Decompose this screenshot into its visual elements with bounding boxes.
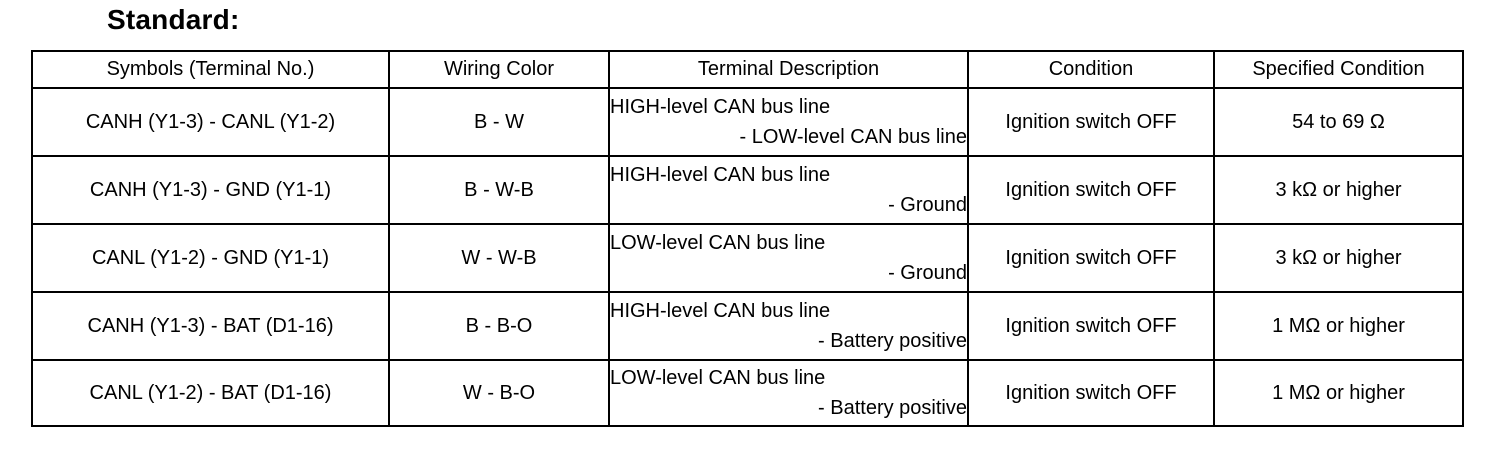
cell-symbols: CANH (Y1-3) - GND (Y1-1) — [32, 156, 389, 224]
table-row — [32, 156, 1463, 224]
description-line-2: - Ground — [888, 262, 967, 284]
cell-condition: Ignition switch OFF — [968, 292, 1214, 360]
header-specified-condition: Specified Condition — [1214, 51, 1463, 88]
header-condition: Condition — [968, 51, 1214, 88]
table-row — [32, 292, 1463, 360]
cell-wiring-color: B - B-O — [389, 292, 609, 360]
cell-symbols: CANH (Y1-3) - BAT (D1-16) — [32, 292, 389, 360]
header-terminal-description: Terminal Description — [609, 51, 968, 88]
table-row — [32, 360, 1463, 426]
cell-terminal-description — [609, 156, 968, 224]
cell-specified-condition: 3 kΩ or higher — [1214, 224, 1463, 292]
description-line-2: - Ground — [888, 194, 967, 216]
description-line-1: LOW-level CAN bus line — [610, 232, 826, 254]
description-line-2: - LOW-level CAN bus line — [739, 126, 967, 148]
cell-condition: Ignition switch OFF — [968, 360, 1214, 426]
table-row — [32, 88, 1463, 156]
cell-specified-condition: 54 to 69 Ω — [1214, 88, 1463, 156]
cell-terminal-description — [609, 292, 968, 360]
description-line-1: HIGH-level CAN bus line — [610, 96, 831, 118]
cell-specified-condition: 3 kΩ or higher — [1214, 156, 1463, 224]
table-row — [32, 224, 1463, 292]
cell-symbols: CANH (Y1-3) - CANL (Y1-2) — [32, 88, 389, 156]
cell-condition: Ignition switch OFF — [968, 224, 1214, 292]
cell-specified-condition: 1 MΩ or higher — [1214, 292, 1463, 360]
cell-wiring-color: B - W-B — [389, 156, 609, 224]
description-line-1: LOW-level CAN bus line — [610, 367, 826, 389]
cell-wiring-color: W - W-B — [389, 224, 609, 292]
specification-table — [31, 50, 1464, 427]
description-line-1: HIGH-level CAN bus line — [610, 300, 831, 322]
cell-terminal-description — [609, 88, 968, 156]
cell-terminal-description — [609, 224, 968, 292]
table-header-row — [32, 51, 1463, 88]
cell-condition: Ignition switch OFF — [968, 88, 1214, 156]
description-line-2: - Battery positive — [818, 330, 967, 352]
header-symbols: Symbols (Terminal No.) — [32, 51, 389, 88]
cell-wiring-color: W - B-O — [389, 360, 609, 426]
cell-condition: Ignition switch OFF — [968, 156, 1214, 224]
cell-symbols: CANL (Y1-2) - GND (Y1-1) — [32, 224, 389, 292]
cell-specified-condition: 1 MΩ or higher — [1214, 360, 1463, 426]
cell-terminal-description — [609, 360, 968, 426]
description-line-1: HIGH-level CAN bus line — [610, 164, 831, 186]
description-line-2: - Battery positive — [818, 397, 967, 419]
section-heading: Standard: — [107, 4, 240, 35]
cell-symbols: CANL (Y1-2) - BAT (D1-16) — [32, 360, 389, 426]
cell-wiring-color: B - W — [389, 88, 609, 156]
header-wiring-color: Wiring Color — [389, 51, 609, 88]
